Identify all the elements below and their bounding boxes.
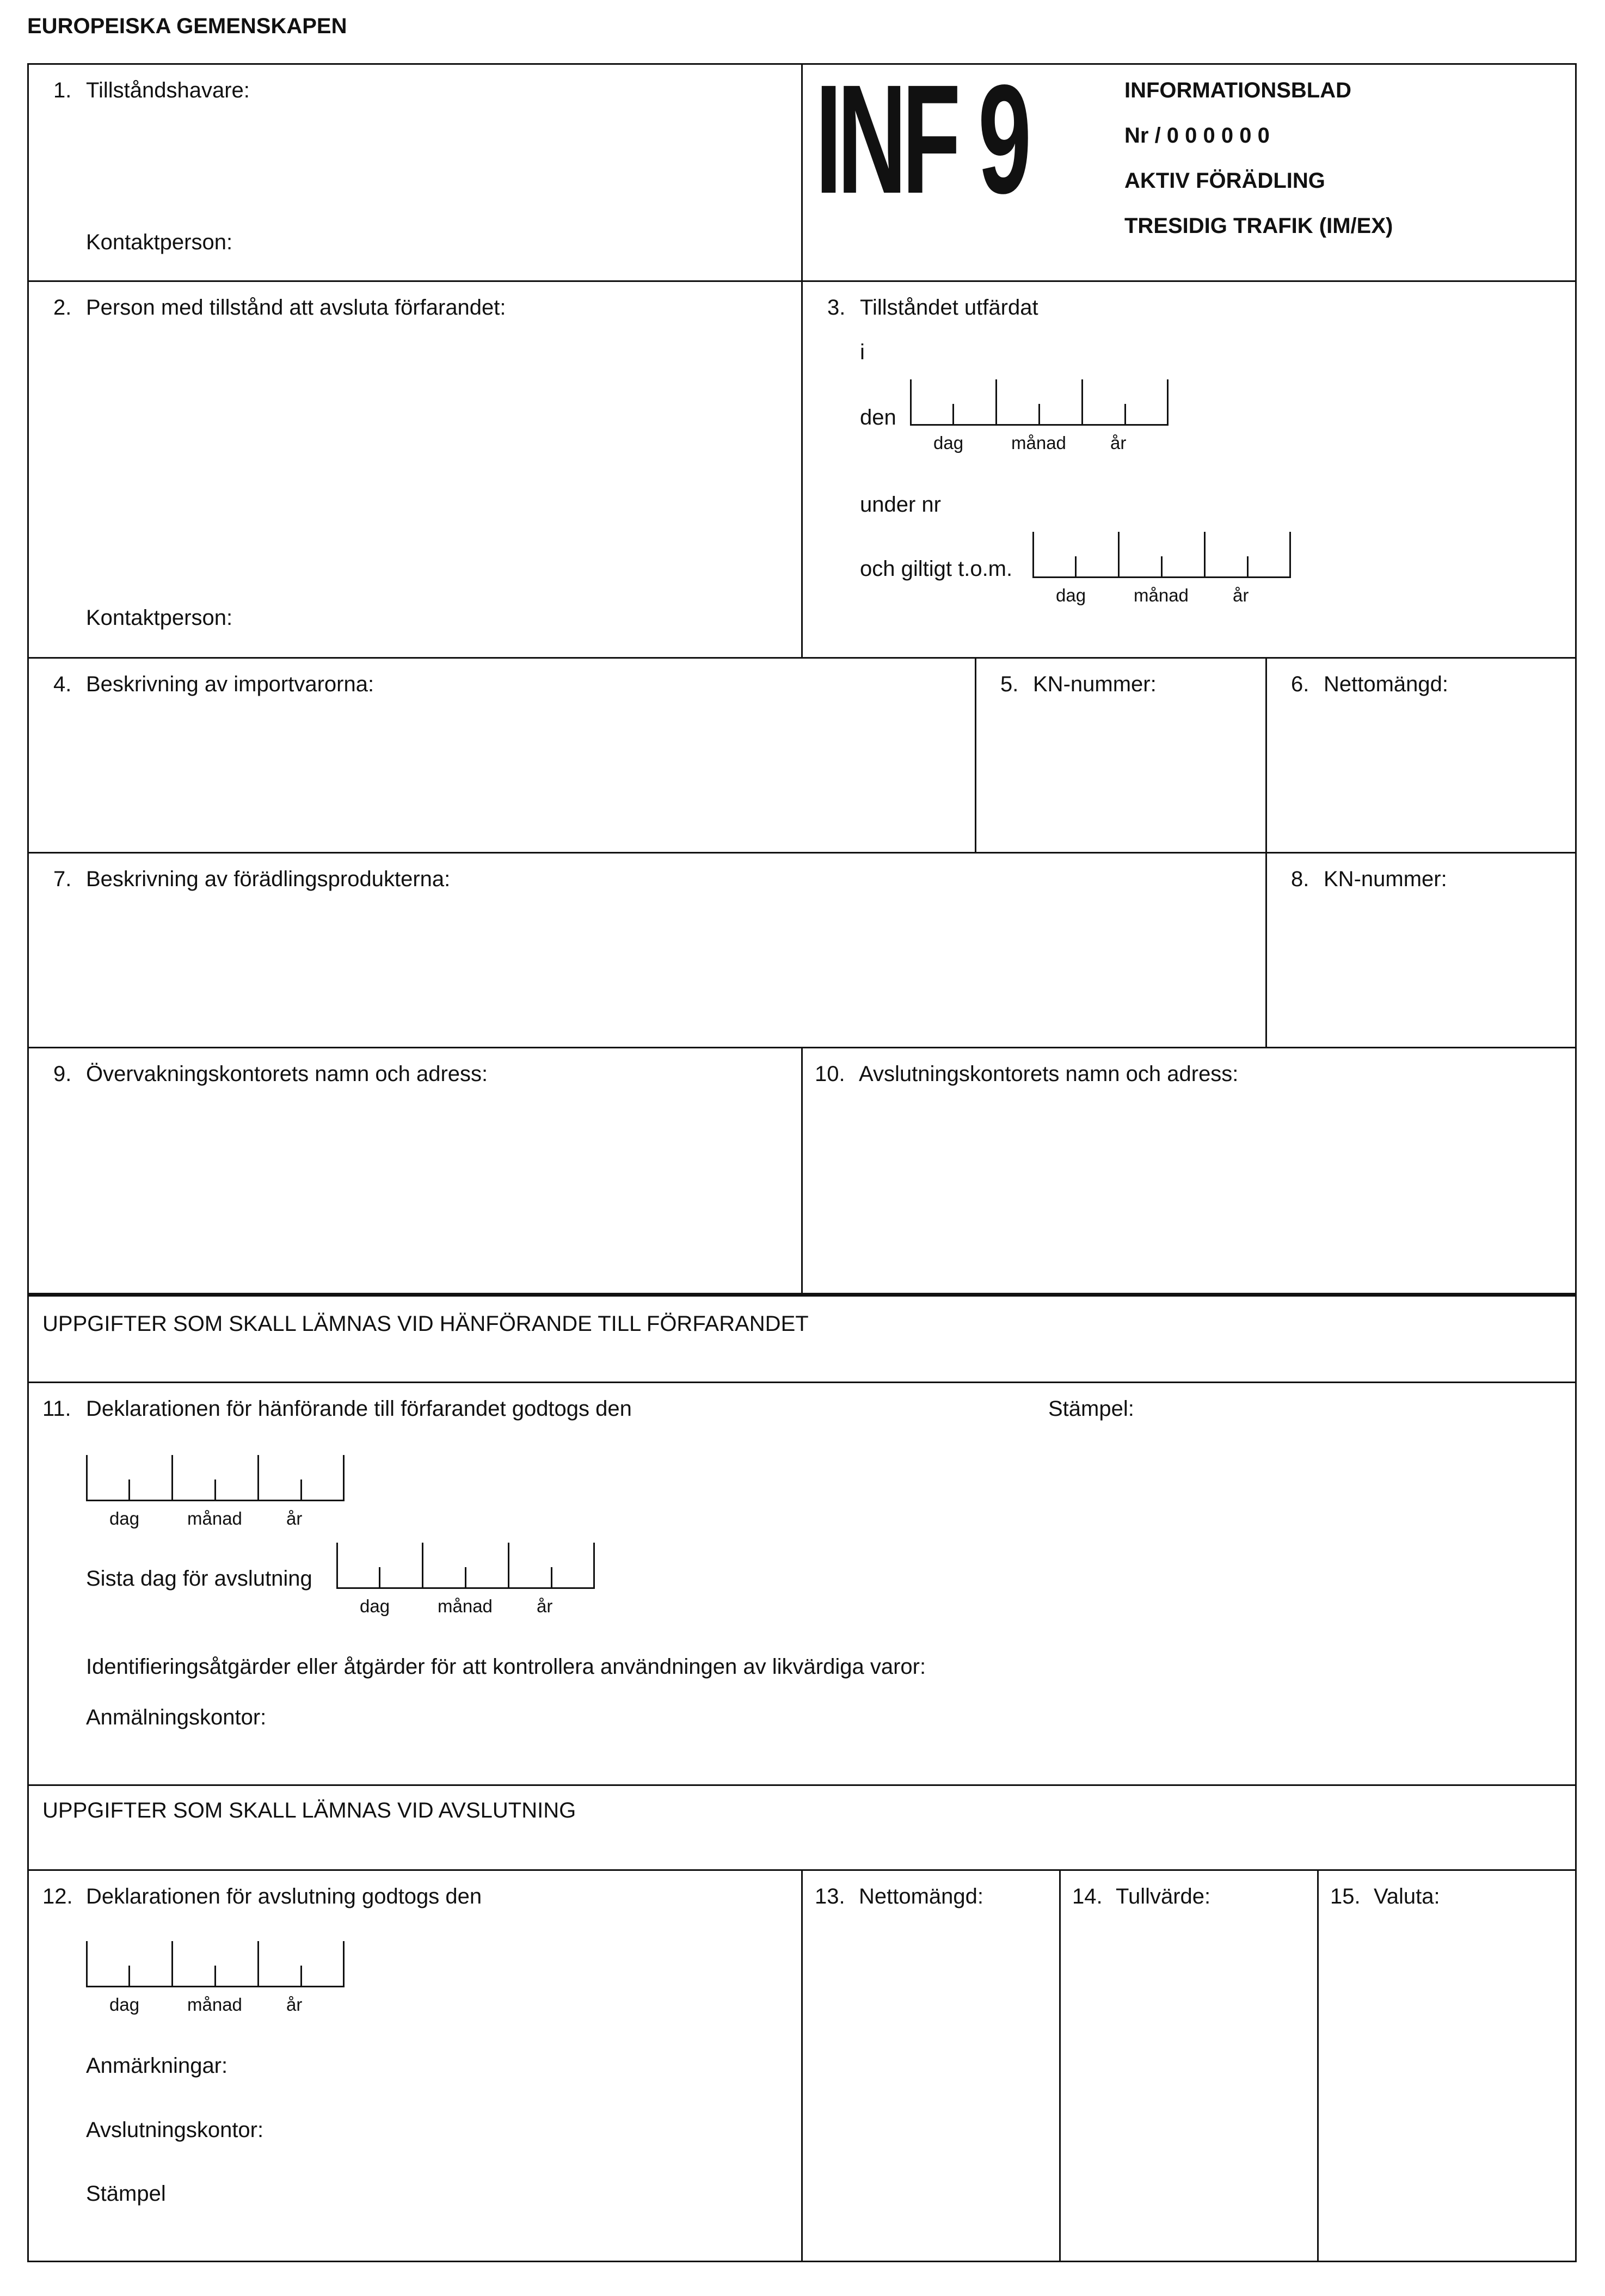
holder-field[interactable] <box>86 109 788 218</box>
closer-contact-field[interactable] <box>250 601 789 634</box>
date-year-label: år <box>286 1994 303 2015</box>
box-14-label: Tullvärde: <box>1116 1884 1211 1908</box>
holder-contact-field[interactable] <box>250 226 789 259</box>
box-6-number: 6. <box>1291 672 1309 696</box>
box-10-label: Avslutningskontorets namn och adress: <box>859 1062 1239 1086</box>
discharge-net-quantity-field[interactable] <box>814 1916 1048 2248</box>
identification-measures-field[interactable] <box>974 1650 1562 1683</box>
box-4-number: 4. <box>53 672 72 696</box>
box-2-contact-label: Kontaktperson: <box>86 606 233 630</box>
box-1-number: 1. <box>53 78 72 102</box>
header-title: EUROPEISKA GEMENSKAPEN <box>27 14 347 38</box>
date-month-label: månad <box>1134 585 1189 605</box>
discharge-stamp-area[interactable] <box>180 2172 789 2248</box>
box-5-number: 5. <box>1000 672 1019 696</box>
date-year-label: år <box>537 1596 553 1616</box>
box-1-label: Tillståndshavare: <box>86 78 250 102</box>
notification-office-field[interactable] <box>278 1701 1018 1734</box>
box-5-label: KN-nummer: <box>1033 672 1157 696</box>
entry-stamp-area[interactable] <box>1048 1426 1565 1671</box>
import-goods-field[interactable] <box>38 702 963 841</box>
box-2-number: 2. <box>53 296 72 320</box>
box-8-label: KN-nummer: <box>1324 867 1447 891</box>
box-2-label: Person med tillstånd att avsluta förfarandet: <box>86 296 506 320</box>
box-13-number: 13. <box>815 1884 845 1908</box>
box-11-number: 11. <box>42 1397 71 1421</box>
box-7-number: 7. <box>53 867 72 891</box>
box-9-label: Övervakningskontorets namn och adress: <box>86 1062 488 1086</box>
import-net-quantity-field[interactable] <box>1276 702 1565 841</box>
box-7-label: Beskrivning av förädlingsprodukterna: <box>86 867 451 891</box>
box-3-valid-label: och giltigt t.o.m. <box>860 557 1013 581</box>
date-day-label: dag <box>109 1994 140 2015</box>
processed-products-field[interactable] <box>38 897 1255 1036</box>
currency-field[interactable] <box>1329 1916 1563 2248</box>
inf9-logo: INF 9 <box>815 53 1027 226</box>
valid-until-date-field[interactable] <box>1032 532 1291 605</box>
date-year-label: år <box>1233 585 1249 605</box>
box-1-contact-label: Kontaktperson: <box>86 230 233 254</box>
box-11-office-label: Anmälningskontor: <box>86 1705 267 1729</box>
issue-date-field[interactable] <box>910 379 1169 453</box>
date-year-label: år <box>286 1508 303 1528</box>
box-3-number: 3. <box>827 296 846 320</box>
box-8-number: 8. <box>1291 867 1309 891</box>
section-discharge-title: UPPGIFTER SOM SKALL LÄMNAS VID AVSLUTNING <box>42 1798 576 1822</box>
entry-acceptance-date-field[interactable] <box>86 1455 345 1528</box>
box-12-office-label: Avslutningskontor: <box>86 2118 264 2142</box>
date-month-label: månad <box>438 1596 493 1616</box>
box-3-number-label: under nr <box>860 493 941 517</box>
date-month-label: månad <box>187 1994 242 2015</box>
remarks-field[interactable] <box>245 2049 789 2082</box>
box-9-number: 9. <box>53 1062 72 1086</box>
box-11-stamp-label: Stämpel: <box>1048 1397 1134 1421</box>
box-14-number: 14. <box>1072 1884 1103 1908</box>
date-day-label: dag <box>109 1508 140 1528</box>
box-11-label: Deklarationen för hänförande till förfarandet godtogs den <box>86 1397 632 1421</box>
discharge-acceptance-date-field[interactable] <box>86 1941 345 2015</box>
product-cn-code-field[interactable] <box>1276 897 1565 1036</box>
discharge-office-field[interactable] <box>814 1093 1565 1284</box>
section-entry-title: UPPGIFTER SOM SKALL LÄMNAS VID HÄNFÖRANDE TILL FÖRFARANDET <box>42 1312 809 1336</box>
customs-value-field[interactable] <box>1071 1916 1305 2248</box>
box-3-in-label: i <box>860 340 865 364</box>
closer-field[interactable] <box>86 327 788 588</box>
info-title: INFORMATIONSBLAD <box>1124 78 1351 102</box>
box-4-label: Beskrivning av importvarorna: <box>86 672 374 696</box>
box-12-stamp-label: Stämpel <box>86 2182 166 2206</box>
import-cn-code-field[interactable] <box>985 702 1255 841</box>
info-number: Nr / 0 0 0 0 0 0 <box>1124 124 1270 148</box>
info-traffic: TRESIDIG TRAFIK (IM/EX) <box>1124 214 1393 238</box>
date-month-label: månad <box>1011 433 1066 453</box>
date-day-label: dag <box>1056 585 1086 605</box>
box-15-number: 15. <box>1330 1884 1361 1908</box>
box-12-label: Deklarationen för avslutning godtogs den <box>86 1884 482 1908</box>
box-12-number: 12. <box>42 1884 73 1908</box>
discharge-office-name-field[interactable] <box>278 2114 789 2146</box>
authorisation-number-field[interactable] <box>958 487 1562 520</box>
box-3-label: Tillståndet utfärdat <box>860 296 1038 320</box>
date-month-label: månad <box>187 1508 242 1528</box>
date-year-label: år <box>1110 433 1127 453</box>
box-11-deadline-label: Sista dag för avslutning <box>86 1567 312 1591</box>
supervising-office-field[interactable] <box>38 1093 789 1284</box>
box-11-identification-label: Identifieringsåtgärder eller åtgärder för att kontrollera användningen av likvärdiga varor: <box>86 1655 926 1679</box>
box-10-number: 10. <box>815 1062 845 1086</box>
discharge-deadline-date-field[interactable] <box>336 1543 595 1616</box>
box-15-label: Valuta: <box>1374 1884 1440 1908</box>
info-procedure: AKTIV FÖRÄDLING <box>1124 169 1325 193</box>
date-day-label: dag <box>933 433 964 453</box>
date-day-label: dag <box>360 1596 390 1616</box>
box-12-remarks-label: Anmärkningar: <box>86 2054 228 2078</box>
box-6-label: Nettomängd: <box>1324 672 1449 696</box>
box-13-label: Nettomängd: <box>859 1884 984 1908</box>
issued-place-field[interactable] <box>882 335 1562 367</box>
box-3-date-label: den <box>860 406 896 429</box>
